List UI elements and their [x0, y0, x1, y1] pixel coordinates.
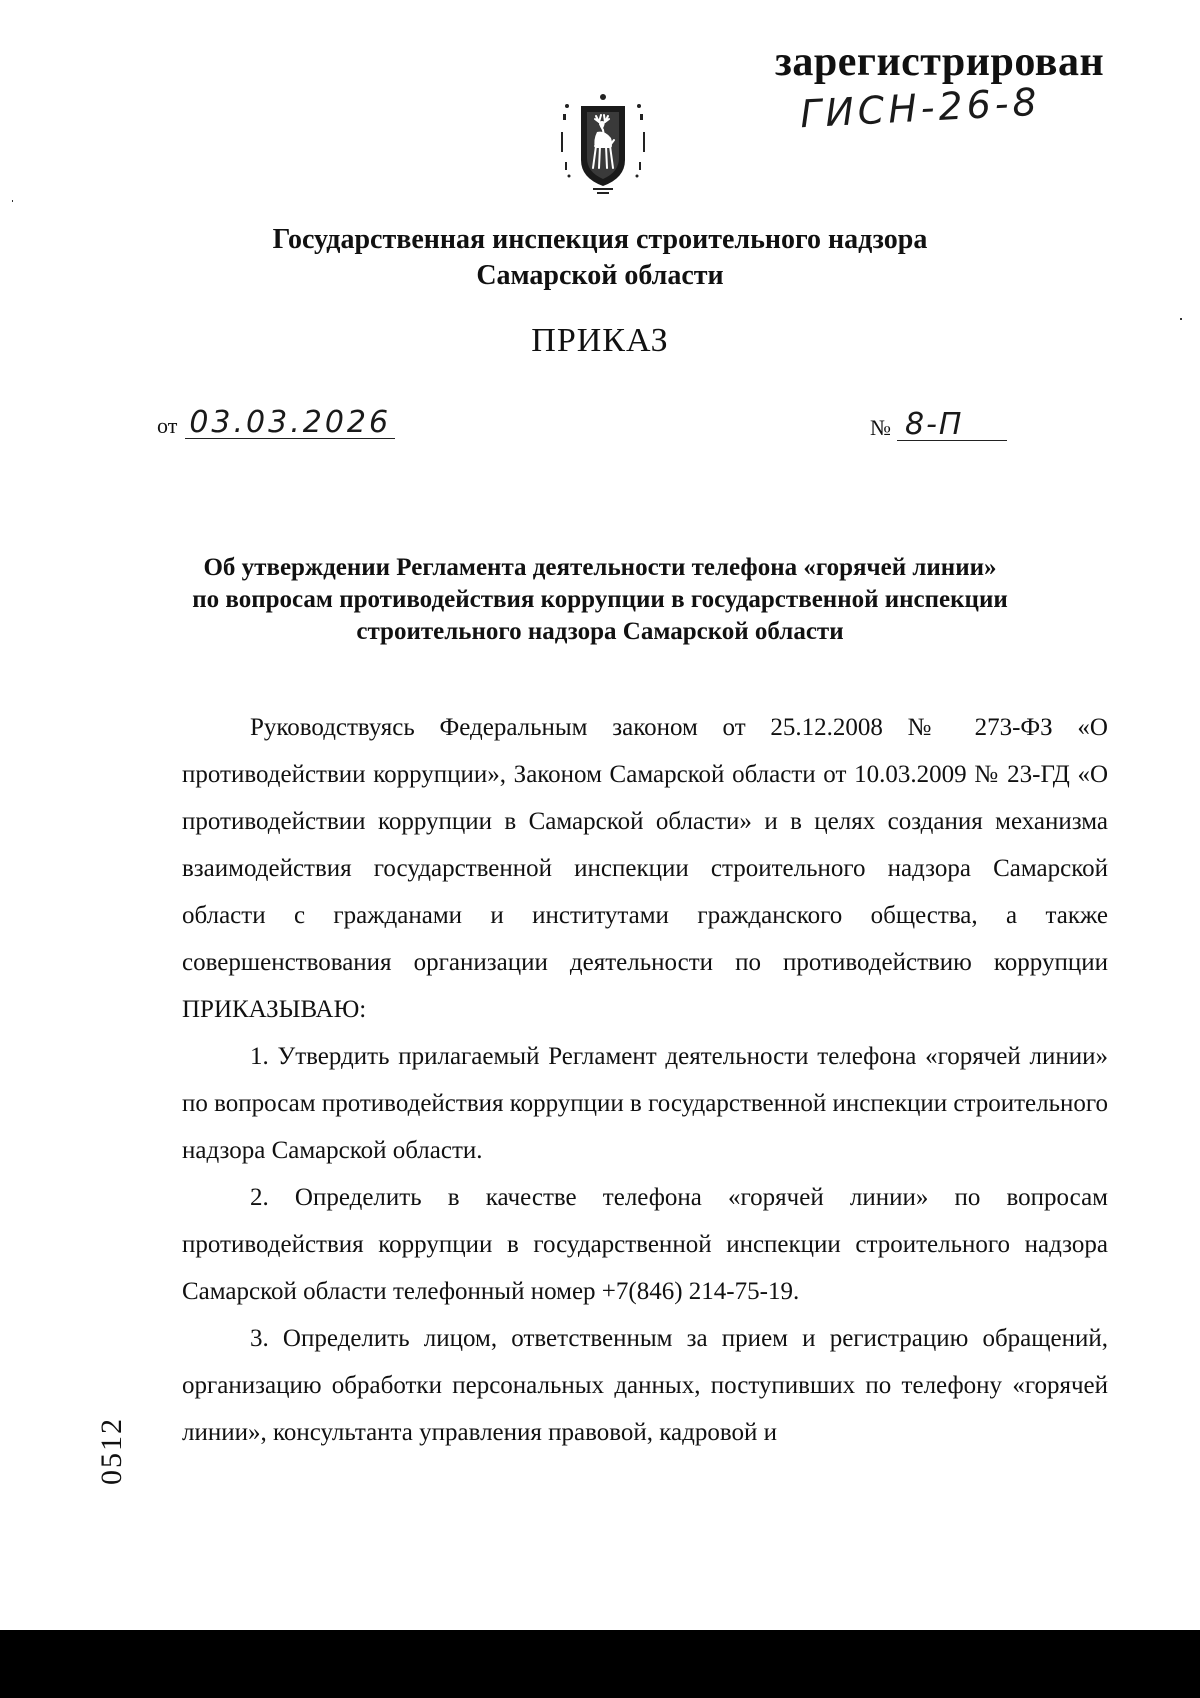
organization-name-line1: Государственная инспекция строительного надзора — [272, 224, 928, 255]
order-number — [870, 407, 1007, 442]
order-body — [182, 704, 1108, 1456]
order-date — [157, 405, 395, 440]
item-2-paragraph: 2. Определить в качестве телефона «горячей линии» по вопросам противодействия коррупции в государственной инспекции строительного надзора Самарской области телефонный номер +7(846) 214-75-19. — [182, 1184, 1108, 1305]
registration-number-handwritten: ГИСН-26-8 — [799, 79, 1042, 137]
scan-speck — [12, 200, 13, 202]
scan-bottom-border — [0, 1630, 1200, 1698]
organization-name — [0, 222, 1200, 294]
organization-name-line2: Самарской области — [476, 260, 724, 291]
document-type: ПРИКАЗ — [531, 322, 669, 359]
margin-page-number: 0512 — [95, 1417, 128, 1485]
order-subject — [100, 552, 1100, 648]
subject-line2: по вопросам противодействия коррупции в государственной инспекции — [192, 586, 1008, 613]
date-label: от — [157, 413, 178, 438]
number-value-handwritten: 8-П — [897, 410, 1007, 441]
registration-stamp: зарегистрирован — [775, 39, 1105, 85]
scan-speck — [1180, 318, 1182, 320]
date-value-handwritten: 03.03.2026 — [185, 408, 395, 439]
number-label: № — [870, 415, 891, 440]
subject-line1: Об утверждении Регламента деятельности телефона «горячей линии» — [203, 554, 997, 581]
preamble-paragraph: Руководствуясь Федеральным законом от 25.12.2008 № 273-ФЗ «О противодействии коррупции», Законом Самарской области от 10.03.2009 № 23-ГД «О противодействии коррупции в Самарской области» и в целях создания механизма взаимодействия государственной инспекции строительного надзора Самарской области с гражданами и институтами гражданского общества, а также совершенствования организации деятельности по противодействию коррупции ПРИКАЗЫВАЮ: — [182, 714, 1108, 1023]
samara-coat-of-arms-icon — [553, 92, 653, 202]
item-1-paragraph: 1. Утвердить прилагаемый Регламент деятельности телефона «горячей линии» по вопросам противодействия коррупции в государственной инспекции строительного надзора Самарской области. — [182, 1043, 1109, 1164]
subject-line3: строительного надзора Самарской области — [356, 618, 844, 645]
item-3-paragraph: 3. Определить лицом, ответственным за прием и регистрацию обращений, организацию обработки персональных данных, поступивших по телефону «горячей линии», консультанта управления правовой, кадровой и — [182, 1325, 1108, 1446]
